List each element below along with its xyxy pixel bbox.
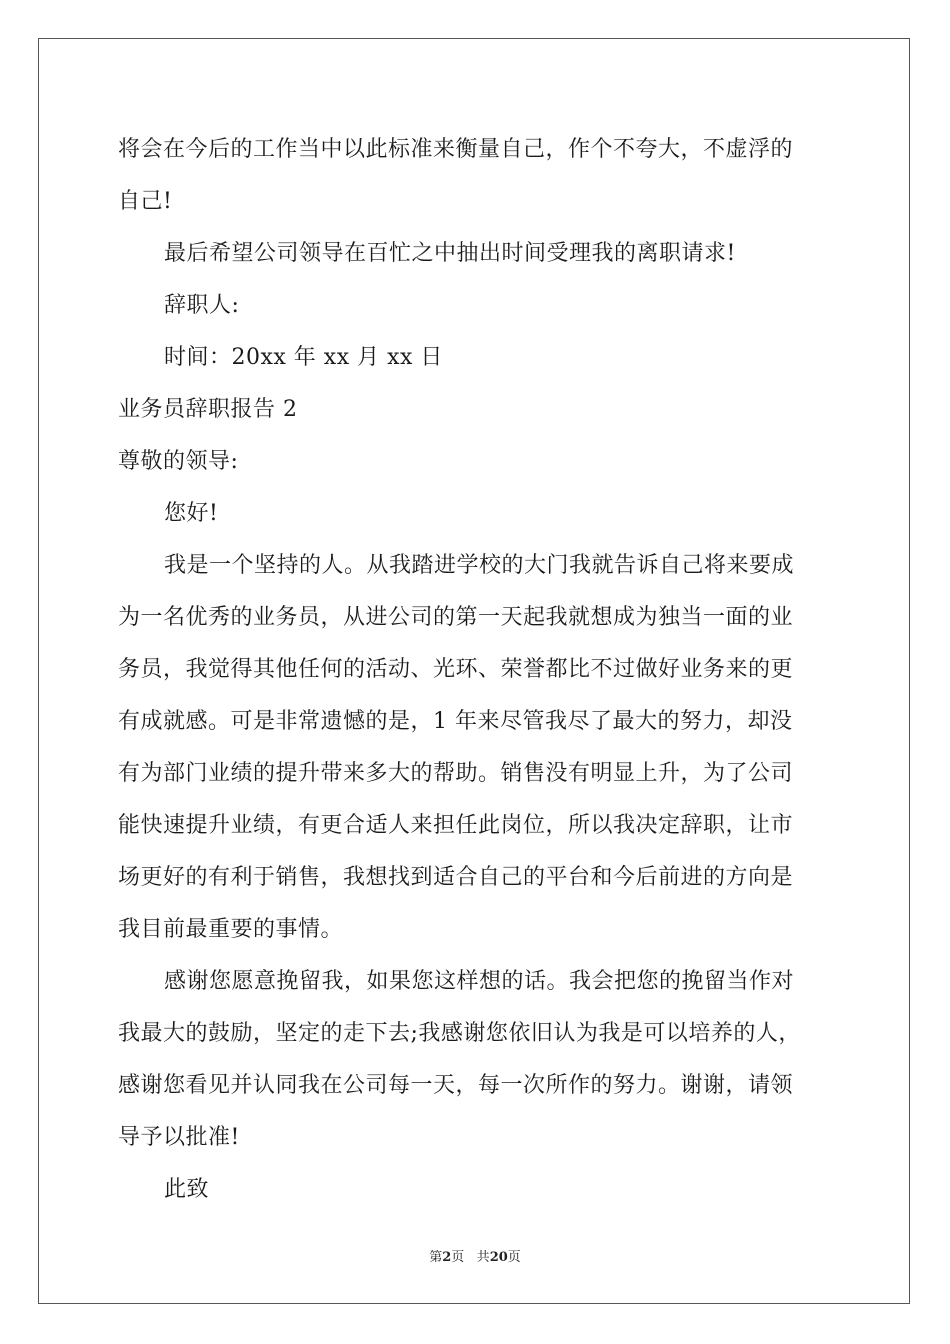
salutation: 尊敬的领导: <box>118 449 239 474</box>
total-suffix: 页 <box>507 1250 521 1265</box>
text-line-12: 有成就感。可是非常遗憾的是，1 年来尽管我尽了最大的努力，却没 <box>118 709 793 734</box>
greeting: 您好! <box>164 501 219 526</box>
text-line-3: 最后希望公司领导在百忙之中抽出时间受理我的离职请求! <box>164 241 736 266</box>
text-line-18: 我最大的鼓励，坚定的走下去;我感谢您依旧认为我是可以培养的人， <box>118 1021 801 1046</box>
text-line-11: 务员，我觉得其他任何的活动、光环、荣誉都比不过做好业务来的更 <box>118 657 794 682</box>
total-prefix: 共 <box>476 1250 490 1265</box>
page-footer <box>0 1246 950 1265</box>
text-line-15: 场更好的有利于销售，我想找到适合自己的平台和今后前进的方向是 <box>118 865 794 890</box>
text-line-10: 为一名优秀的业务员，从进公司的第一天起我就想成为独当一面的业 <box>118 605 794 630</box>
page-total: 20 <box>489 1250 508 1265</box>
text-line-14: 能快速提升业绩，有更合适人来担任此岗位，所以我决定辞职，让市 <box>118 813 794 838</box>
page-suffix: 页 <box>451 1250 465 1265</box>
text-line-19: 感谢您看见并认同我在公司每一天，每一次所作的努力。谢谢，请领 <box>118 1073 794 1098</box>
date-line: 时间：20xx 年 xx 月 xx 日 <box>164 345 443 370</box>
page-current: 2 <box>442 1250 452 1265</box>
section-title: 业务员辞职报告 2 <box>118 397 298 422</box>
text-line-20: 导予以批准! <box>118 1125 240 1150</box>
page-prefix: 第 <box>429 1250 443 1265</box>
text-line-13: 有为部门业绩的提升带来多大的帮助。销售没有明显上升，为了公司 <box>118 761 794 786</box>
text-line-16: 我目前最重要的事情。 <box>118 917 344 942</box>
text-line-9: 我是一个坚持的人。从我踏进学校的大门我就告诉自己将来要成 <box>164 553 795 578</box>
text-line-1: 将会在今后的工作当中以此标准来衡量自己，作个不夸大，不虚浮的 <box>118 137 794 162</box>
document-body <box>118 124 838 1216</box>
text-line-2: 自己! <box>118 189 173 214</box>
resigner-label: 辞职人: <box>164 293 240 318</box>
closing: 此致 <box>164 1177 210 1202</box>
text-line-17: 感谢您愿意挽留我，如果您这样想的话。我会把您的挽留当作对 <box>164 969 795 994</box>
